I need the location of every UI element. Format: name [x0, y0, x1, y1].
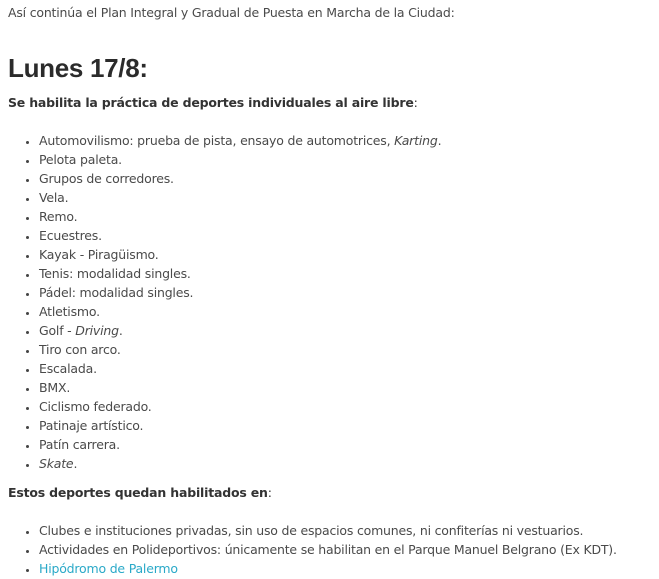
list-item: • Kayak - Piragüismo. [39, 245, 441, 264]
section1-heading-bold: Se habilita la práctica de deportes individuales al aire libre [8, 95, 414, 110]
list-item: • Vela. [39, 188, 441, 207]
list-item: • Automovilismo: prueba de pista, ensayo de automotrices, Karting. [39, 131, 441, 150]
venues-list [24, 521, 617, 578]
list-item: • Pelota paleta. [39, 150, 441, 169]
list-item: • Tenis: modalidad singles. [39, 264, 441, 283]
list-item: • Tiro con arco. [39, 340, 441, 359]
section2-heading-bold: Estos deportes quedan habilitados en [8, 485, 268, 500]
sports-list [24, 131, 441, 473]
list-item: • Escalada. [39, 359, 441, 378]
list-item: • Ciclismo federado. [39, 397, 441, 416]
section1-heading: Se habilita la práctica de deportes individuales al aire libre: [8, 95, 418, 110]
day-heading: Lunes 17/8: [8, 53, 148, 83]
list-item: • Clubes e instituciones privadas, sin uso de espacios comunes, ni confiterías ni vestuarios. [39, 521, 617, 540]
list-item: • Golf - Driving. [39, 321, 441, 340]
intro-paragraph: Así continúa el Plan Integral y Gradual de Puesta en Marcha de la Ciudad: [8, 5, 455, 20]
list-item: • Skate. [39, 454, 441, 473]
list-item: • Atletismo. [39, 302, 441, 321]
hipodromo-link[interactable]: Hipódromo de Palermo [39, 561, 178, 576]
list-item: • Patín carrera. [39, 435, 441, 454]
list-item: • Remo. [39, 207, 441, 226]
list-item: • Ecuestres. [39, 226, 441, 245]
list-item: • BMX. [39, 378, 441, 397]
list-item: • Grupos de corredores. [39, 169, 441, 188]
list-item: • Pádel: modalidad singles. [39, 283, 441, 302]
list-item [39, 559, 617, 578]
list-item: • Actividades en Polideportivos: únicamente se habilitan en el Parque Manuel Belgrano (Ex KDT). [39, 540, 617, 559]
section2-heading: Estos deportes quedan habilitados en: [8, 485, 272, 500]
list-item: • Patinaje artístico. [39, 416, 441, 435]
